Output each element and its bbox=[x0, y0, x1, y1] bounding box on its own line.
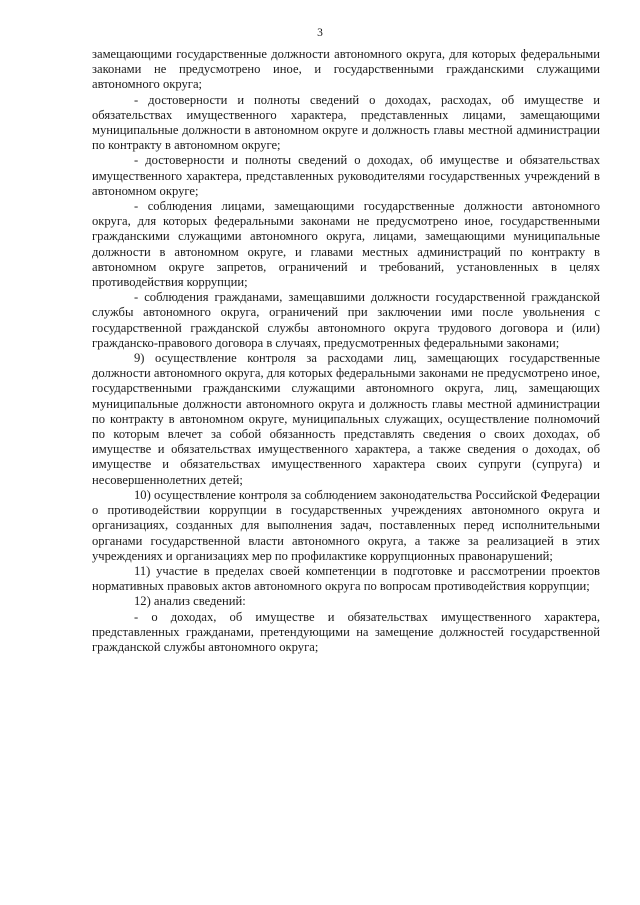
page-number: 3 bbox=[317, 27, 323, 39]
document-body bbox=[92, 47, 600, 655]
paragraph: 11) участие в пределах своей компетенции в подготовке и рассмотрении проектов нормативных правовых актов автономного округа по вопросам противодействия коррупции; bbox=[92, 563, 600, 594]
paragraph: - достоверности и полноты сведений о доходах, об имуществе и обязательствах имущественного характера, представленных руководителями государственных учреждений в автономном округе; bbox=[92, 153, 600, 198]
paragraph: - соблюдения лицами, замещающими государственные должности автономного округа, для которых федеральными законами не предусмотрено иное, государственными гражданскими служащими автономного округа, лицами, замещающими муниципальные должности в автономном округе, и главами местных администраций по контракту в автономном округе запретов, ограничений и требований, установленных в целях противодействия коррупции; bbox=[92, 199, 600, 290]
paragraph: 10) осуществление контроля за соблюдением законодательства Российской Федерации о противодействии коррупции в государственных учреждениях автономного округа и организациях, созданных для выполнения задач, поставленных перед исполнительными органами государственной власти автономного округа, а также за реализацией в этих учреждениях и организациях мер по профилактике коррупционных правонарушений; bbox=[92, 487, 600, 563]
paragraph: 12) анализ сведений: bbox=[134, 594, 246, 609]
paragraph: - соблюдения гражданами, замещавшими должности государственной гражданской службы автономного округа, ограничений при заключении ими после увольнения с государственной гражданской службы автономного округа трудового договора и (или) гражданско-правового договора в случаях, предусмотренных федеральными законами; bbox=[92, 290, 600, 350]
paragraph: - достоверности и полноты сведений о доходах, расходах, об имуществе и обязательствах имущественного характера, представленных лицами, замещающими муниципальные должности в автономном округе и должность главы местной администрации по контракту в автономном округе; bbox=[92, 92, 600, 153]
paragraph: замещающими государственные должности автономного округа, для которых федеральными законами не предусмотрено иное, и государственными гражданскими служащими автономного округа; bbox=[92, 47, 600, 92]
paragraph: 9) осуществление контроля за расходами лиц, замещающих государственные должности автономного округа, для которых федеральными законами не предусмотрено иное, государственными гражданскими служащими автономного округа, лиц, замещающих муниципальные должности автономного округа и должность главы местной администрации по контракту в автономном округе, муниципальных служащих, осуществление полномочий по которым влечет за собой обязанность представлять сведения о своих доходах, об имуществе и обязательствах имущественного характера, а также сведения о доходах, об имуществе и обязательствах имущественного характера своих супруги (супруга) и несовершеннолетних детей; bbox=[92, 351, 600, 487]
paragraph: - о доходах, об имуществе и обязательствах имущественного характера, представленных гражданами, претендующими на замещение должностей государственной гражданской службы автономного округа; bbox=[92, 609, 600, 654]
